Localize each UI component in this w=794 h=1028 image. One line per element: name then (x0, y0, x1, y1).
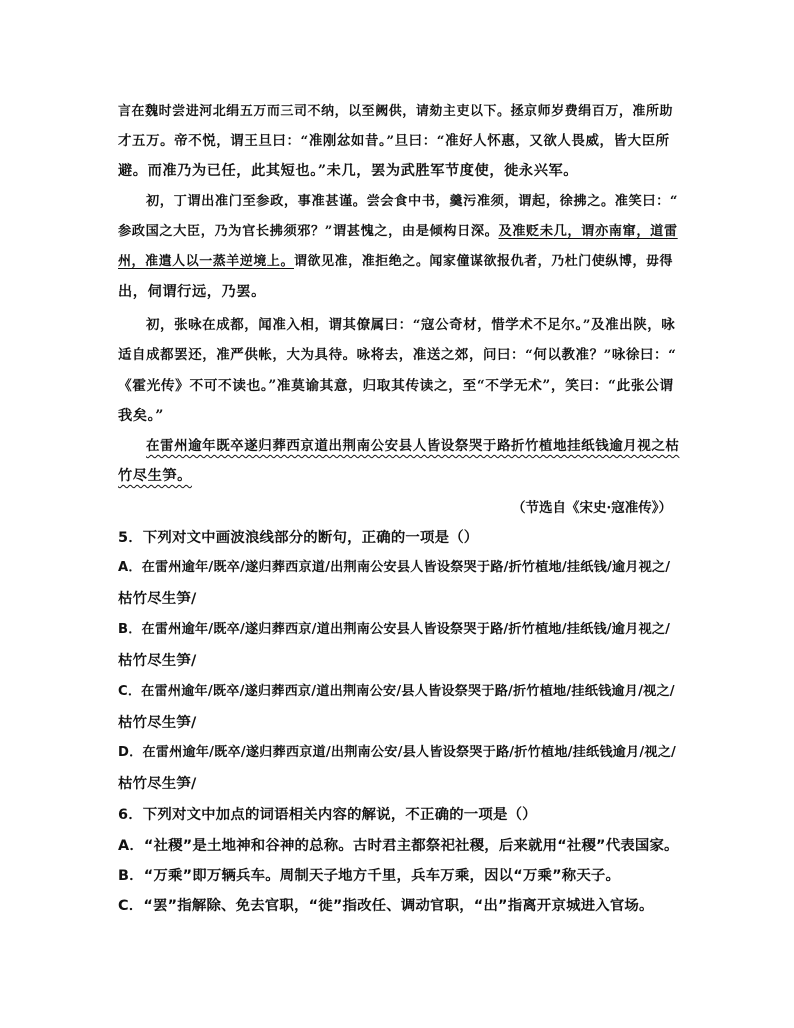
question-5-option-a: A．在雷州逾年/既卒/遂归葬西京道/出荆南公安县人皆设祭哭于路/折竹植地/挂纸钱/逾月视之/ (118, 560, 671, 575)
passage-line: 初，丁谓出准门至参政，事准甚谨。尝会食中书，羹污准须，谓起，徐拂之。准笑曰：“ (146, 194, 679, 209)
question-6-stem: 6．下列对文中加点的词语相关内容的解说，不正确的一项是（） (118, 807, 537, 823)
passage-line (118, 220, 678, 239)
question-5-option-c: C．在雷州逾年/既卒/遂归葬西京/道出荆南公安/县人皆设祭哭于路/折竹植地/挂纸钱逾月/视之/ (118, 684, 675, 699)
question-6-option-a: A．“社稷”是土地神和谷神的总称。古时君主都祭祀社稷，后来就用“社稷”代表国家。 (118, 838, 679, 854)
question-5-option-b-cont: 枯竹尽生笋/ (118, 653, 197, 669)
wavy-underlined-sentence: 竹尽生笋。 (118, 468, 192, 484)
passage-line: 适自成都罢还，准严供帐，大为具待。咏将去，准送之郊，问曰：“何以教准？”咏徐曰：“ (118, 347, 677, 363)
underlined-sentence: 州，准遣人以一蒸羊逆境上。 (118, 254, 294, 269)
question-5-stem: 5．下列对文中画波浪线部分的断句，正确的一项是（） (118, 530, 479, 546)
passage-line: 初，张咏在成都，闻准入相，谓其僚属曰：“寇公奇材，惜学术不足尔。”及准出陕，咏 (146, 317, 676, 333)
question-5-option-d: D．在雷州逾年/既卒/遂归葬西京道/出荆南公安/县人皆设祭哭于路/折竹植地/挂纸钱逾月/视之/ (118, 745, 677, 760)
passage-line: 才五万。帝不悦，谓王旦曰：“准刚忿如昔。”旦曰：“准好人怀惠，又欲人畏威，皆大臣所 (118, 133, 670, 149)
question-5-option-b: B．在雷州逾年/既卒/遂归葬西京/道出荆南公安县人皆设祭哭于路/折竹植地/挂纸钱/逾月视之/ (118, 622, 671, 637)
underlined-sentence: 及准贬未几，谓亦南窜，道雷 (498, 224, 678, 239)
passage-line (118, 250, 678, 269)
question-5-option-c-cont: 枯竹尽生笋/ (118, 715, 197, 731)
passage-line: 避。而准乃为已任，此其短也。”未几，罢为武胜军节度使，徙永兴军。 (118, 163, 579, 179)
passage-text: 谓欲见准，准拒绝之。闻家僮谋欲报仇者，乃杜门使纵博，毋得 (294, 254, 674, 269)
passage-line: 出，伺谓行远，乃罢。 (118, 284, 266, 300)
question-6-option-c: C．“罢”指解除、免去官职，“徙”指改任、调动官职，“出”指离开京城进入官场。 (118, 898, 654, 914)
question-5-option-d-cont: 枯竹尽生笋/ (118, 776, 197, 792)
question-6-option-b: B．“万乘”即万辆兵车。周制天子地方千里，兵车万乘，因以“万乘”称天子。 (118, 868, 621, 884)
wavy-underlined-sentence: 在雷州逾年既卒遂归葬西京道出荆南公安县人皆设祭哭于路折竹植地挂纸钱逾月视之枯 (146, 438, 680, 454)
passage-line: 《霍光传》不可不读也。”准莫谕其意，归取其传读之，至“不学无术”，笑曰：“此张公谓 (118, 378, 674, 394)
passage-line: 我矣。” (118, 408, 165, 424)
question-5-option-a-cont: 枯竹尽生笋/ (118, 591, 197, 607)
passage-line: 言在魏时尝进河北绢五万而三司不纳，以至阙供，请劾主吏以下。拯京师岁费绢百万，准所助 (118, 104, 674, 119)
passage-source: （节选自《宋史·寇准传》） (512, 500, 672, 516)
passage-text: 参政国之大臣，乃为官长拂须邪？”谓甚愧之，由是倾构日深。 (118, 224, 499, 239)
